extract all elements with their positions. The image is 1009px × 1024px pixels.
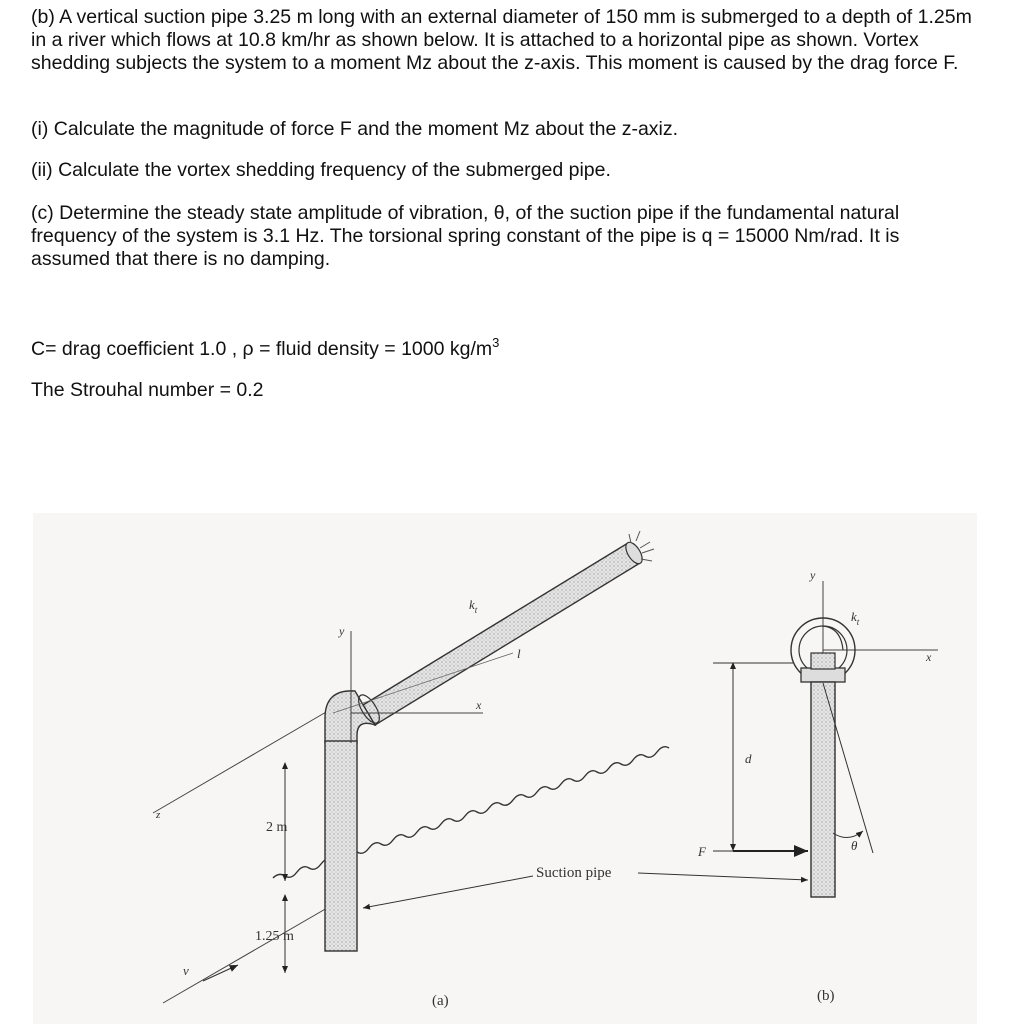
label-d: d <box>745 751 752 766</box>
flow-velocity-arrow <box>203 965 238 981</box>
given-drag-text: C= drag coefficient 1.0 , ρ = fluid density = 1000 kg/m <box>31 338 493 360</box>
pipe-diagram-figure <box>33 513 977 1024</box>
pipe-cap-b <box>801 668 845 682</box>
question-intro: (b) A vertical suction pipe 3.25 m long with an external diameter of 150 mm is submerged to a depth of 1.25m in a river which flows at 10.8 km/hr as shown below. It is attached to a horizontal pipe as shown. Vortex shedding subjects the system to a moment Mz about the z-axis. This moment is caused by the drag force F. <box>31 6 972 74</box>
vertical-suction-pipe <box>325 741 357 951</box>
given-strouhal-number: The Strouhal number = 0.2 <box>31 379 264 401</box>
label-125m: 1.25 m <box>255 929 294 944</box>
label-x-a: x <box>476 698 482 712</box>
label-l: l <box>517 646 521 661</box>
label-fig-a: (a) <box>432 993 449 1009</box>
pipe-ref-line <box>333 653 513 713</box>
given-drag-coefficient <box>31 335 981 361</box>
horizontal-pipe <box>363 531 654 725</box>
label-x-b: x <box>926 650 932 664</box>
z-axis-line <box>153 708 333 813</box>
question-part-i: (i) Calculate the magnitude of force F and the moment Mz about the z-axiz. <box>31 118 679 140</box>
label-fig-b: (b) <box>817 988 835 1004</box>
label-kt-b: $k_t$ <box>851 609 860 627</box>
label-kt-a: $k_t$ <box>469 597 478 615</box>
given-drag-exponent: 3 <box>492 335 500 350</box>
label-z: z <box>156 809 161 821</box>
label-suction-pipe: Suction pipe <box>536 865 612 881</box>
suction-pipe-leader-b <box>638 873 808 880</box>
label-v: v <box>183 963 189 978</box>
label-F: F <box>698 844 706 859</box>
label-y-a: y <box>339 624 345 638</box>
suction-pipe-leader-a <box>363 876 533 908</box>
label-theta: θ <box>851 838 858 853</box>
label-2m: 2 m <box>266 820 288 835</box>
question-part-c: (c) Determine the steady state amplitude of vibration, θ, of the suction pipe if the fundamental natural frequency of the system is 3.1 Hz. The torsional spring constant of the pipe is q = 15000 Nm/rad. It is assumed that there is no damping. <box>31 202 900 270</box>
question-part-ii: (ii) Calculate the vortex shedding frequency of the submerged pipe. <box>31 159 611 181</box>
pipe-elbow <box>325 691 375 743</box>
suction-pipe-side-view <box>811 682 835 897</box>
theta-arc <box>833 831 863 838</box>
label-y-b: y <box>810 568 816 582</box>
